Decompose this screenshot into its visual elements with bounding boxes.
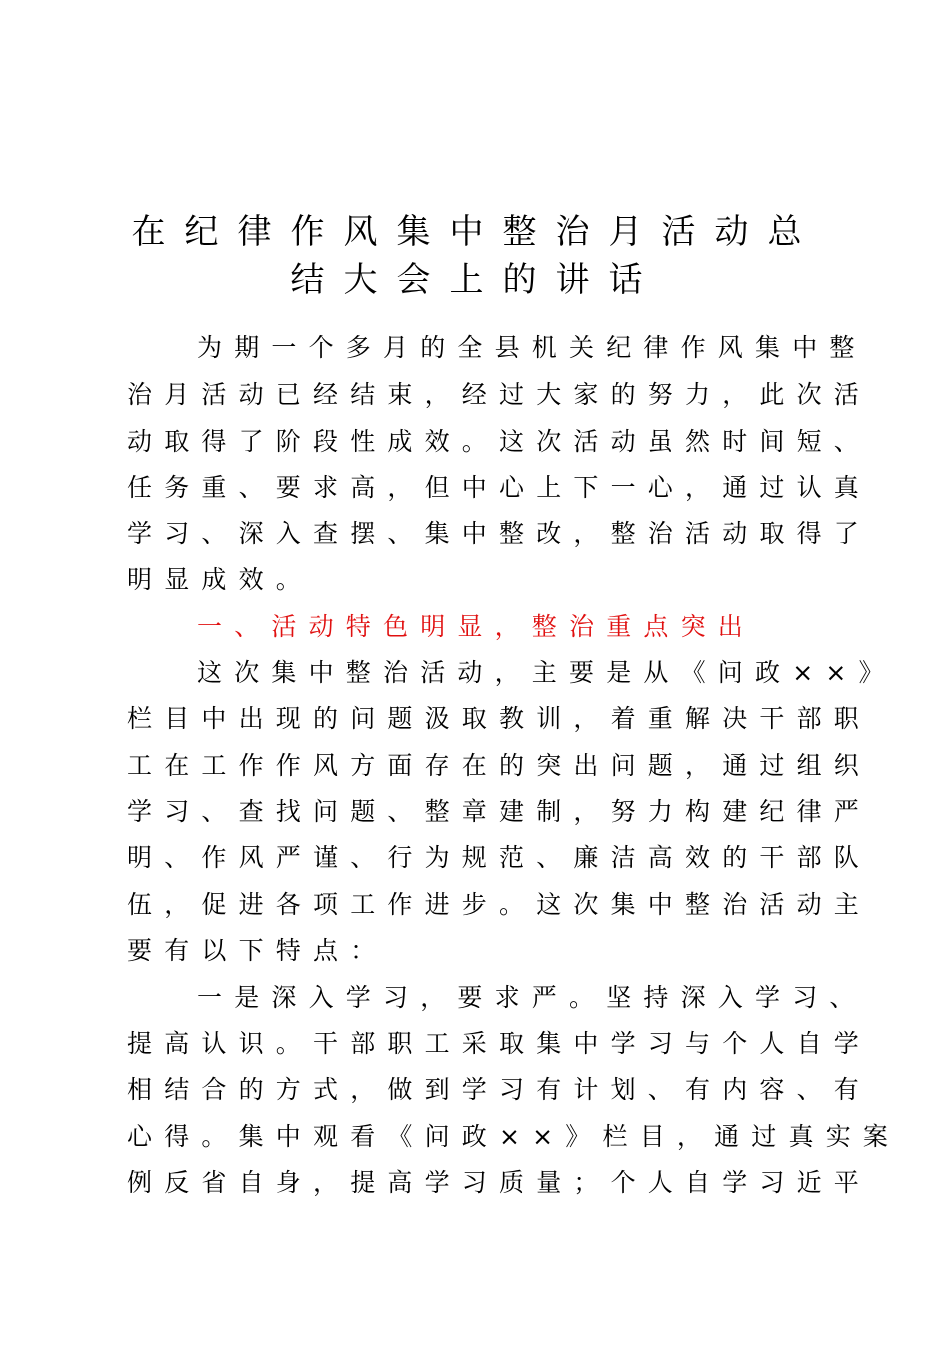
paragraph-line: 工在工作作风方面存在的突出问题，通过组织 [127,751,872,780]
paragraph-line: 要有以下特点： [127,936,388,965]
paragraph-line: 任务重、要求高，但中心上下一心，通过认真 [127,473,872,502]
paragraph-line: 提高认识。干部职工采取集中学习与个人自学 [127,1029,872,1058]
paragraph-line: 明、作风严谨、行为规范、廉洁高效的干部队 [127,843,872,872]
paragraph-line: 动取得了阶段性成效。这次活动虽然时间短、 [127,427,872,456]
document-title-line-1: 在纪律作风集中整治月活动总 [131,212,821,252]
paragraph-line: 学习、查找问题、整章建制，努力构建纪律严 [127,797,872,826]
paragraph-line: 明显成效。 [127,565,314,594]
paragraph-line: 这次集中整治活动，主要是从《问政××》 [197,658,896,687]
document-title-line-2: 结大会上的讲话 [290,260,662,300]
paragraph-line: 例反省自身，提高学习质量；个人自学习近平 [127,1168,872,1197]
paragraph-line: 一是深入学习，要求严。坚持深入学习、 [197,983,867,1012]
paragraph-line: 心得。集中观看《问政××》栏目，通过真实案 [127,1122,901,1151]
paragraph-line: 为期一个多月的全县机关纪律作风集中整 [197,333,867,362]
paragraph-line: 栏目中出现的问题汲取教训，着重解决干部职 [127,704,872,733]
paragraph-line: 学习、深入查摆、集中整改，整治活动取得了 [127,519,872,548]
paragraph-line: 相结合的方式，做到学习有计划、有内容、有 [127,1075,872,1104]
section-heading: 一、活动特色明显，整治重点突出 [197,612,756,641]
paragraph-line: 伍，促进各项工作进步。这次集中整治活动主 [127,890,872,919]
paragraph-line: 治月活动已经结束，经过大家的努力，此次活 [127,380,872,409]
